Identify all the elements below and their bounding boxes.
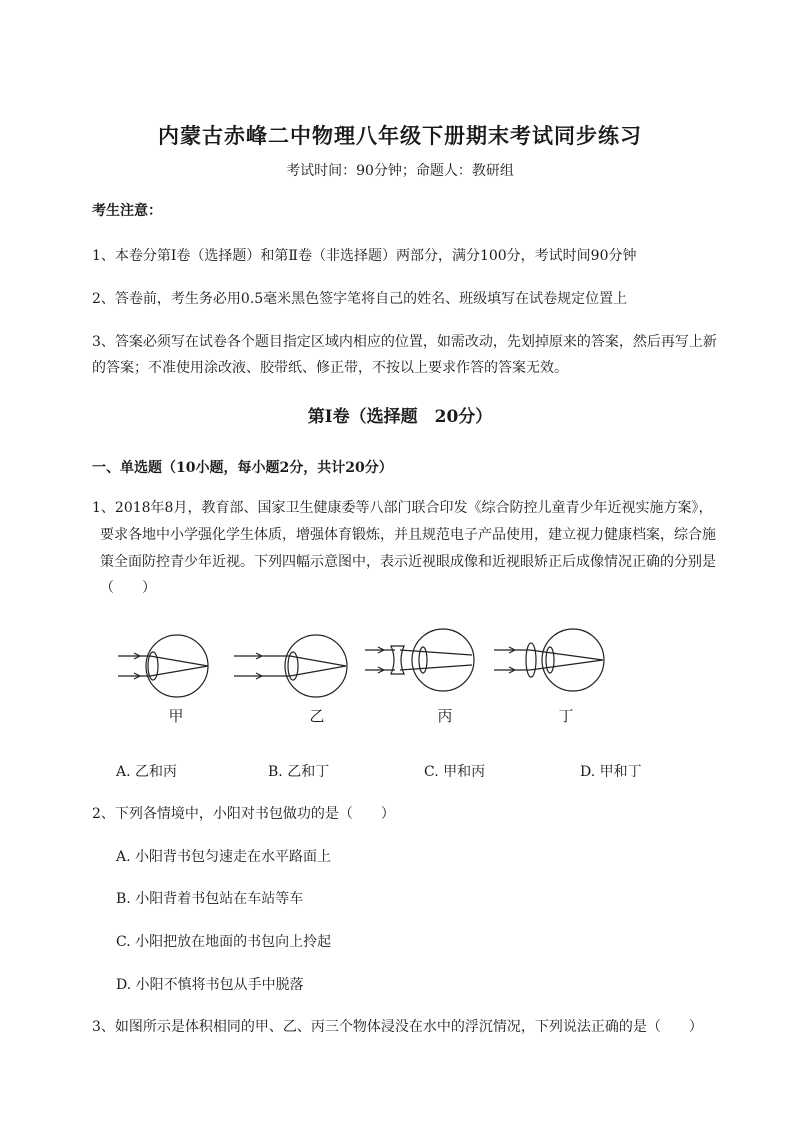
q2-stem: 2、下列各情境中，小阳对书包做功的是（ ） bbox=[92, 806, 395, 822]
q2-option-b[interactable]: B. 小阳背着书包站在车站等车 bbox=[116, 891, 304, 907]
page-title: 内蒙古赤峰二中物理八年级下册期末考试同步练习 bbox=[158, 123, 642, 148]
q1-option-b[interactable]: B. 乙和丁 bbox=[268, 764, 330, 780]
part-heading: 一、单选题（10小题，每小题2分，共计20分） bbox=[92, 460, 393, 476]
eye-diagram-ding bbox=[494, 629, 604, 691]
q2-option-a[interactable]: A. 小阳背书包匀速走在水平路面上 bbox=[116, 849, 332, 865]
figure-label-bing: 丙 bbox=[437, 707, 453, 725]
notice-item: 1、本卷分第I卷（选择题）和第Ⅱ卷（非选择题）两部分，满分100分，考试时间90分钟 bbox=[92, 248, 637, 264]
notice-heading: 考生注意： bbox=[92, 203, 162, 219]
figure-label-ding: 丁 bbox=[558, 707, 574, 725]
exam-info: 考试时间：90分钟；命题人：教研组 bbox=[286, 163, 514, 179]
q3-stem: 3、如图所示是体积相同的甲、乙、丙三个物体浸没在水中的浮沉情况，下列说法正确的是（ ） bbox=[92, 1019, 703, 1035]
q2-option-d[interactable]: D. 小阳不慎将书包从手中脱落 bbox=[116, 977, 304, 993]
eye-diagram-yi bbox=[234, 635, 347, 697]
figure-label-yi: 乙 bbox=[309, 707, 325, 725]
notice-item: 3、答案必须写在试卷各个题目指定区域内相应的位置，如需改动，先划掉原来的答案，然后再写上新 bbox=[92, 334, 717, 350]
q1-stem-line: 要求各地中小学强化学生体质，增强体育锻炼，并且规范电子产品使用，建立视力健康档案，综合施 bbox=[100, 527, 716, 543]
notice-item: 的答案；不准使用涂改液、胶带纸、修正带，不按以上要求作答的答案无效。 bbox=[92, 360, 568, 376]
q1-option-a[interactable]: A. 乙和丙 bbox=[116, 764, 178, 780]
figure-label-jia: 甲 bbox=[168, 707, 184, 725]
q1-option-c[interactable]: C. 甲和丙 bbox=[424, 764, 486, 780]
q1-stem-line: 策全面防控青少年近视。下列四幅示意图中，表示近视眼成像和近视眼矫正后成像情况正确的分别是 bbox=[100, 554, 716, 570]
notice-item: 2、答卷前，考生务必用0.5毫米黑色签字笔将自己的姓名、班级填写在试卷规定位置上 bbox=[92, 291, 628, 307]
q1-option-d[interactable]: D. 甲和丁 bbox=[580, 764, 642, 780]
q1-stem-line: （ ） bbox=[100, 580, 156, 596]
section-title: 第I卷（选择题 20分） bbox=[307, 407, 493, 427]
eye-diagram-bing bbox=[365, 629, 474, 691]
q2-option-c[interactable]: C. 小阳把放在地面的书包向上拎起 bbox=[116, 934, 332, 950]
eye-diagram-jia bbox=[118, 635, 208, 697]
q1-stem-line: 1、2018年8月，教育部、国家卫生健康委等八部门联合印发《综合防控儿童青少年近视实施方案》， bbox=[92, 500, 713, 516]
